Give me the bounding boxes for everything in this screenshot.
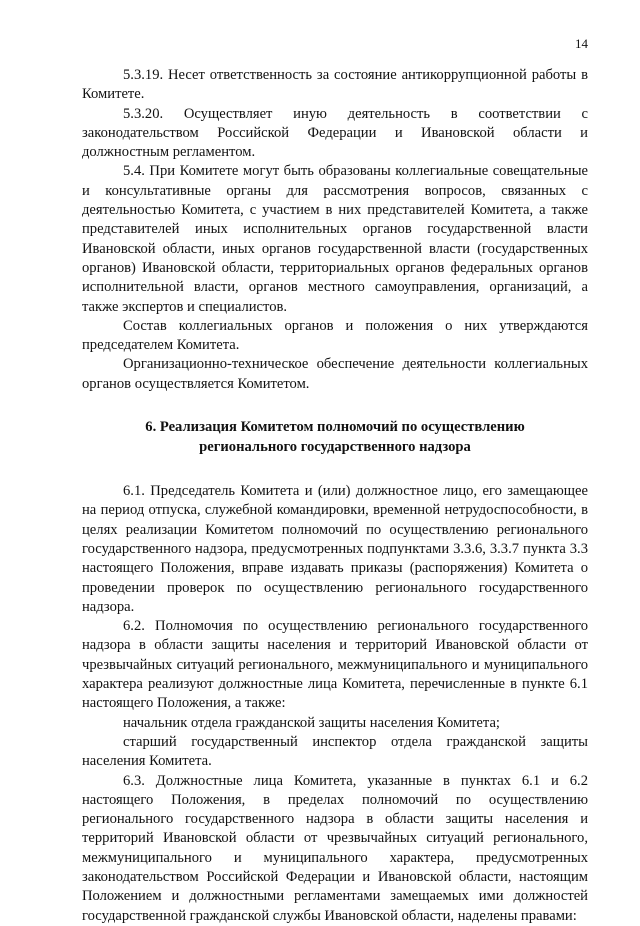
paragraph-5-3-20: 5.3.20. Осуществляет иную деятельность в соответствии с законодательством Российской Федерации и Ивановской области и должностным регламентом. <box>82 105 588 161</box>
paragraph-6-1: 6.1. Председатель Комитета и (или) должностное лицо, его замещающее на период отпуска, служебной командировки, временной нетрудоспособности, в целях реализации Комитетом полномочий по осуществлению регионального государственного надзора, предусмотренных подпунктами 3.3.6, 3.3.7 пункта 3.3 настоящего Положения, вправе издавать приказы (распоряжения) Комитета о проведении проверок по осуществлению регионального государственного надзора. <box>82 483 588 615</box>
paragraph-senior-inspector: старший государственный инспектор отдела гражданской защиты населения Комитета. <box>82 733 588 770</box>
page-number: 14 <box>575 36 588 51</box>
document-body <box>82 66 588 926</box>
paragraph-5-4: 5.4. При Комитете могут быть образованы коллегиальные совещательные и консультативные органы для рассмотрения вопросов, связанных с деятельностью Комитета, с участием в них представителей Комитета, а также представителей иных исполнительных органов государственной власти Ивановской области, иных органов государственной власти (государственных органов) Ивановской области, территориальных органов федеральных органов исполнительной власти, органов местного самоуправления, организаций, а также экспертов и специалистов. <box>82 163 588 315</box>
paragraph-organizational-support: Организационно-техническое обеспечение деятельности коллегиальных органов осуществляется Комитетом. <box>82 356 588 392</box>
paragraph-6-2: 6.2. Полномочия по осуществлению регионального государственного надзора в области защиты населения и территорий Ивановской области от чрезвычайных ситуаций регионального, межмуниципального и муниципального характера реализуют должностные лица Комитета, перечисленные в пункте 6.1 настоящего Положения, а также: <box>82 618 588 712</box>
section-6-heading <box>82 417 588 457</box>
paragraph-collegial-composition: Состав коллегиальных органов и положения о них утверждаются председателем Комитета. <box>82 317 588 354</box>
paragraph-department-head: начальник отдела гражданской защиты населения Комитета; <box>123 714 500 731</box>
paragraph-5-3-19: 5.3.19. Несет ответственность за состояние антикоррупционной работы в Комитете. <box>82 67 588 103</box>
section-6-heading-line2: регионального государственного надзора <box>199 439 471 456</box>
section-6-heading-line1: 6. Реализация Комитетом полномочий по осуществлению <box>145 419 525 436</box>
paragraph-6-3: 6.3. Должностные лица Комитета, указанные в пунктах 6.1 и 6.2 настоящего Положения, в пределах полномочий по осуществлению регионального государственного надзора в области защиты населения и территорий Ивановской области от чрезвычайных ситуаций регионального, межмуниципального и муниципального характера, предусмотренных законодательством Российской Федерации и Ивановской области, настоящим Положением и должностными регламентами замещаемых ими должностей государственной гражданской службы Ивановской области, наделены правами: <box>82 772 588 924</box>
